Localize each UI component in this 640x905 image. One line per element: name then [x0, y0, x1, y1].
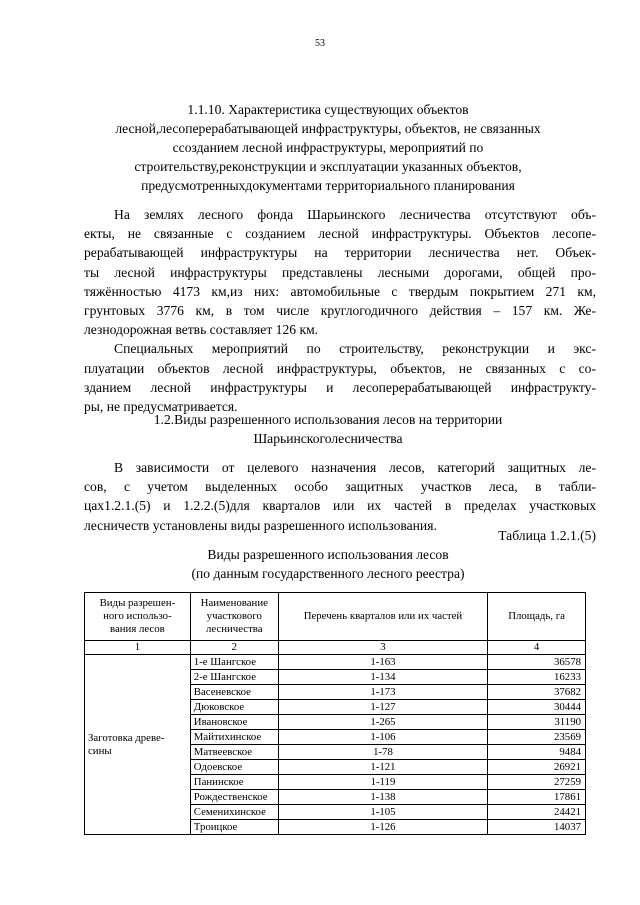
table-title-line: (по данным государственного лесного реестра) [191, 566, 465, 581]
header-use-type: Виды разрешен- ного использо- вания лесов [85, 593, 191, 641]
quarters-cell: 1-121 [278, 760, 487, 775]
table-header-row [85, 593, 586, 641]
forestry-cell: Васеневское [190, 685, 278, 700]
column-number: 1 [85, 641, 191, 655]
quarters-cell: 1-106 [278, 730, 487, 745]
text-line: ты лесной инфраструктуры представлены лесными дорогами, общей про- [84, 264, 596, 280]
area-cell: 16233 [488, 670, 586, 685]
forestry-cell: 1-е Шангское [190, 655, 278, 670]
forestry-cell: Семенихинское [190, 805, 278, 820]
area-cell: 30444 [488, 700, 586, 715]
column-number: 3 [278, 641, 487, 655]
area-cell: 14037 [488, 820, 586, 835]
area-cell: 23569 [488, 730, 586, 745]
area-cell: 27259 [488, 775, 586, 790]
use-types-table [84, 592, 586, 835]
text-line: зданием лесной инфраструктуры и лесоперерабатывающей инфраструкту- [84, 379, 596, 395]
area-cell: 9484 [488, 745, 586, 760]
table-title [60, 545, 596, 583]
section2-heading [60, 410, 596, 448]
header-forestry: Наименование участкового лесничества [190, 593, 278, 641]
text-line: цах1.2.1.(5) и 1.2.2.(5)для кварталов или их частей в пределах участковых [84, 498, 596, 514]
text-line: сов, с учетом выделенных особо защитных участков леса, в табли- [84, 479, 596, 495]
quarters-cell: 1-126 [278, 820, 487, 835]
forestry-cell: 2-е Шангское [190, 670, 278, 685]
quarters-cell: 1-78 [278, 745, 487, 760]
table-label: Таблица 1.2.1.(5) [498, 528, 596, 543]
text-line: грунтовых 3776 км, в том числе круглогодичного действия – 157 км. Же- [84, 303, 596, 319]
quarters-cell: 1-134 [278, 670, 487, 685]
use-type-cell: Заготовка древе- сины [85, 655, 191, 835]
text-line: лезнодорожная ветвь составляет 126 км. [84, 322, 319, 338]
header-area: Площадь, га [488, 593, 586, 641]
text-line: рерабатывающей инфраструктуры на территории лесничества нет. Объек- [84, 245, 596, 261]
area-cell: 31190 [488, 715, 586, 730]
quarters-cell: 1-265 [278, 715, 487, 730]
forestry-cell: Троицкое [190, 820, 278, 835]
quarters-cell: 1-138 [278, 790, 487, 805]
text-line: тяжённостью 4173 км,из них: автомобильные с твердым покрытием 271 км, [84, 283, 596, 299]
text-line: плуатации объектов лесной инфраструктуры, объектов, не связанных с со- [84, 360, 596, 376]
forestry-cell: Панинское [190, 775, 278, 790]
area-cell: 17861 [488, 790, 586, 805]
section-heading [60, 100, 596, 195]
forestry-cell: Одоевское [190, 760, 278, 775]
column-number-row [85, 641, 586, 655]
paragraph-use-types [84, 458, 596, 535]
forestry-cell: Матвеевское [190, 745, 278, 760]
column-number: 4 [488, 641, 586, 655]
text-line: екты, не связанные с созданием лесной инфраструктуры. Объектов лесопе- [84, 226, 596, 242]
area-cell: 24421 [488, 805, 586, 820]
heading-line: Шарьинскоголесничества [253, 431, 403, 446]
quarters-cell: 1-173 [278, 685, 487, 700]
forestry-cell: Майтихинское [190, 730, 278, 745]
heading-line: предусмотренныхдокументами территориального планирования [141, 178, 515, 193]
forestry-cell: Ивановское [190, 715, 278, 730]
heading-line: 1.1.10. Характеристика существующих объектов [187, 102, 469, 117]
forestry-cell: Дюковское [190, 700, 278, 715]
paragraph-infrastructure [84, 205, 596, 416]
text-line: ры, не предусматривается. [84, 399, 238, 415]
heading-line: ссозданием лесной инфраструктуры, мероприятий по [172, 140, 484, 155]
quarters-cell: 1-163 [278, 655, 487, 670]
heading-line: строительству,реконструкции и эксплуатации указанных объектов, [134, 159, 522, 174]
quarters-cell: 1-127 [278, 700, 487, 715]
text-line: Специальных мероприятий по строительству, реконструкции и экс- [114, 341, 596, 357]
area-cell: 26921 [488, 760, 586, 775]
area-cell: 37682 [488, 685, 586, 700]
heading-line: 1.2.Виды разрешенного использования лесов на территории [153, 412, 503, 427]
area-cell: 36578 [488, 655, 586, 670]
text-line: лесничеств установлены виды разрешенного использования. [84, 517, 437, 533]
quarters-cell: 1-105 [278, 805, 487, 820]
heading-line: лесной,лесоперерабатывающей инфраструктуры, объектов, не связанных [115, 121, 541, 136]
header-quarters: Перечень кварталов или их частей [278, 593, 487, 641]
table-title-line: Виды разрешенного использования лесов [207, 547, 449, 562]
text-line: В зависимости от целевого назначения лесов, категорий защитных ле- [114, 460, 596, 475]
text-line: На землях лесного фонда Шарьинского лесничества отсутствуют объ- [114, 207, 596, 222]
table-row [85, 655, 586, 670]
page-number: 53 [315, 38, 325, 49]
forestry-cell: Рождественское [190, 790, 278, 805]
column-number: 2 [190, 641, 278, 655]
quarters-cell: 1-119 [278, 775, 487, 790]
